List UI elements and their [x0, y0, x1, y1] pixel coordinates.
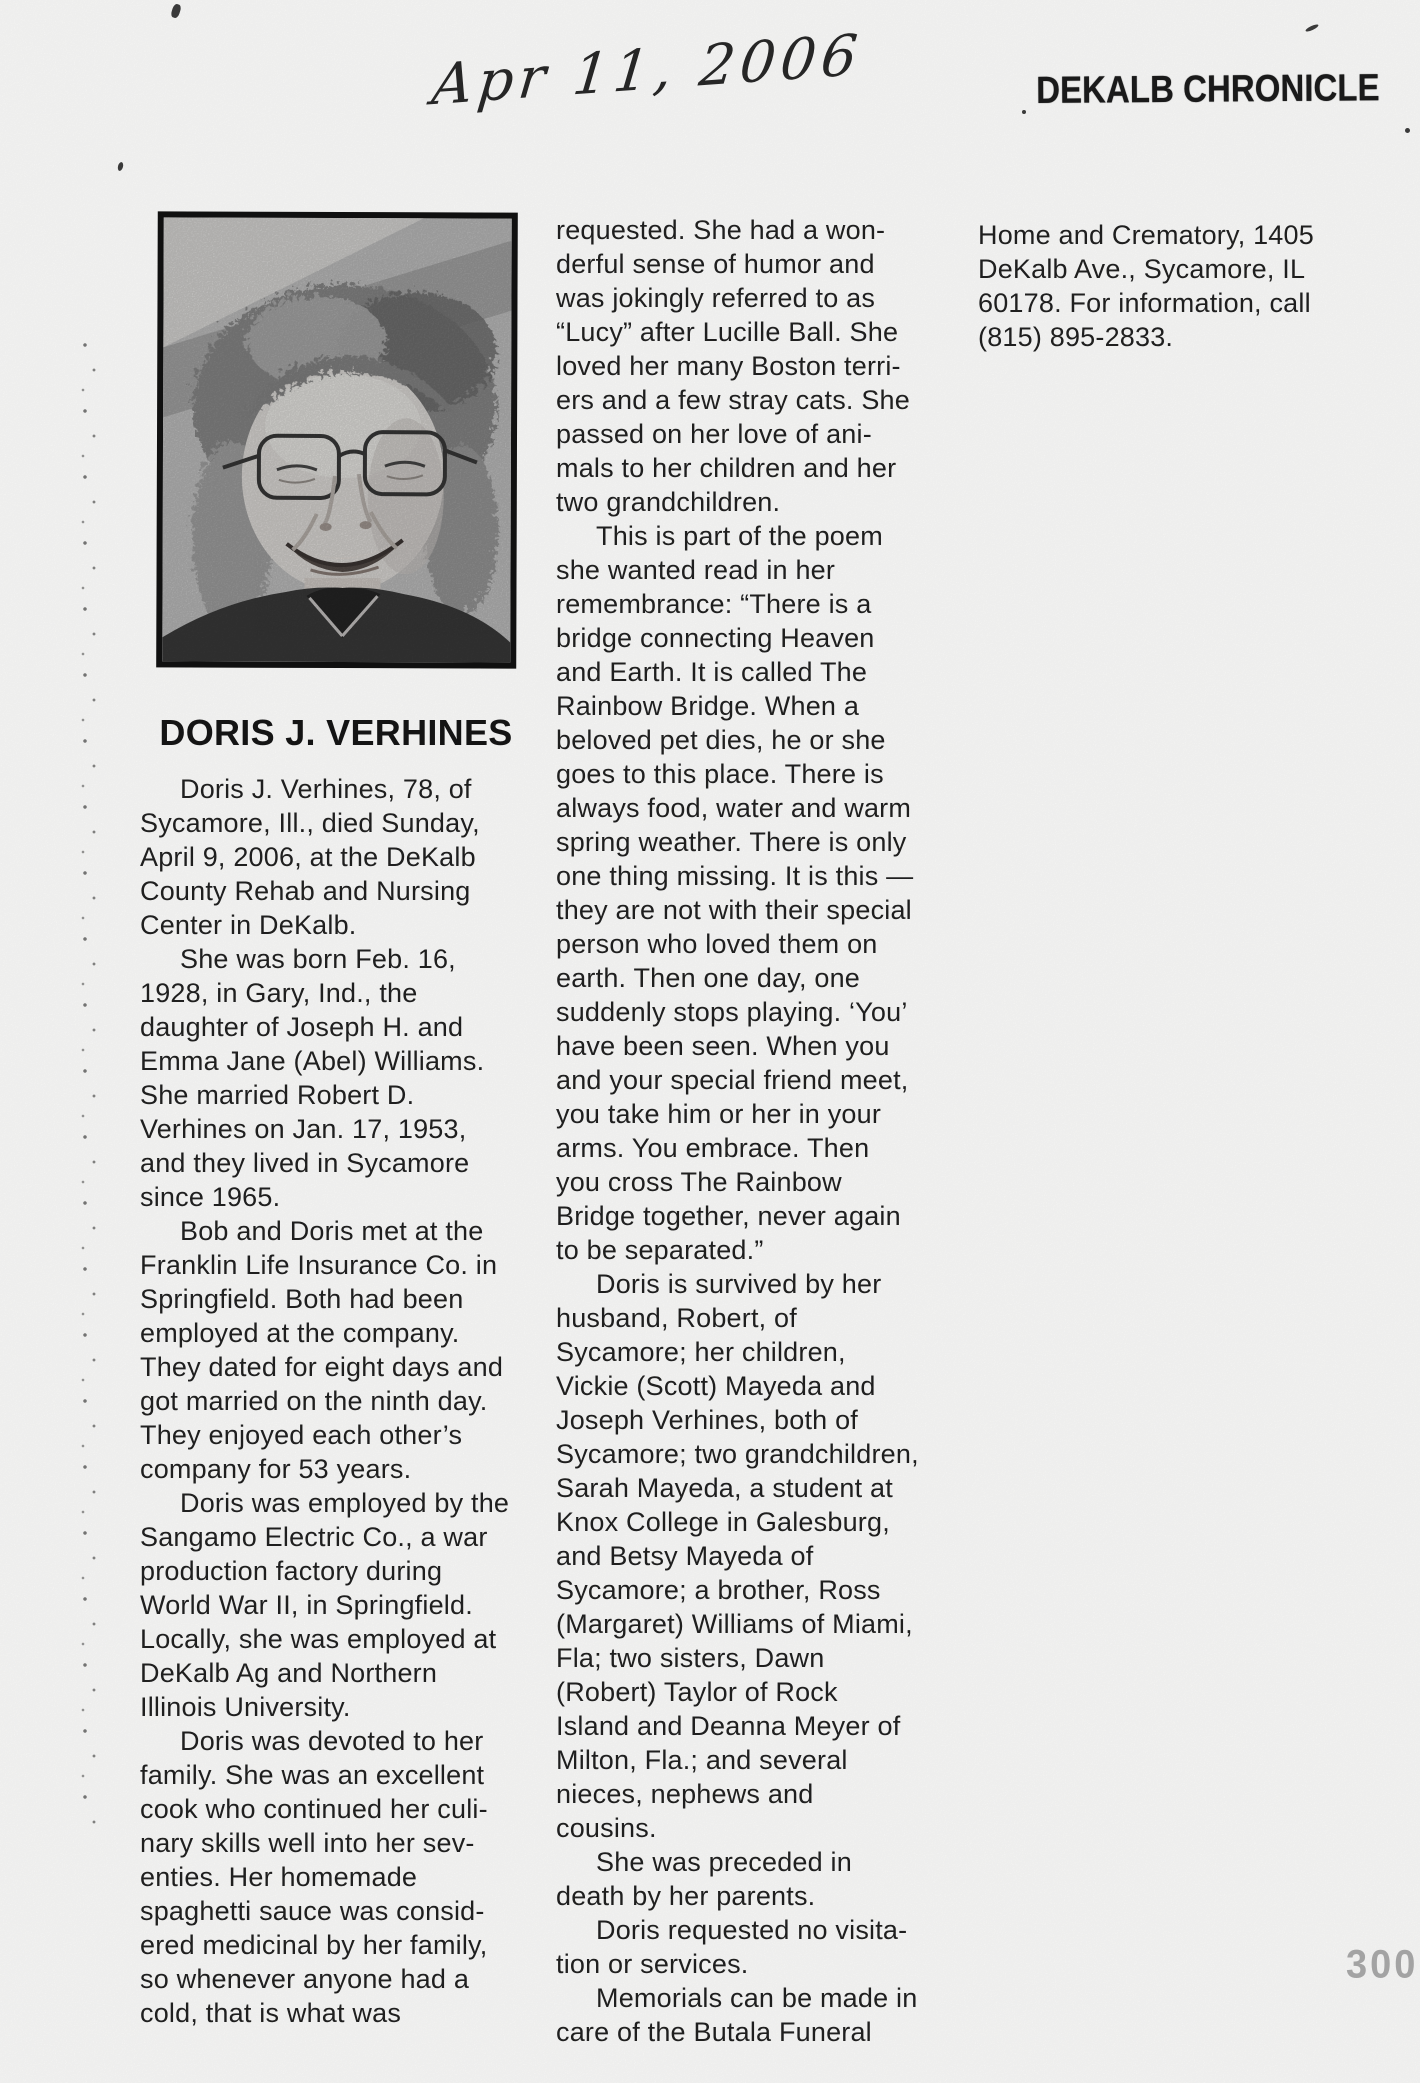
text-line: Sarah Mayeda, a student at [556, 1473, 893, 1503]
text-line: passed on her love of ani- [556, 419, 872, 449]
text-line: Center in DeKalb. [140, 910, 357, 940]
newspaper-stamp: DEKALB CHRONICLE [1036, 67, 1380, 112]
paragraph [556, 1845, 958, 1913]
text-line: She was born Feb. 16, [180, 944, 456, 974]
obituary-photo [156, 211, 518, 668]
scan-speck [1305, 23, 1319, 33]
scan-margin-marks [78, 336, 104, 1832]
text-line: got married on the ninth day. [140, 1386, 488, 1416]
text-line: and they lived in Sycamore [140, 1148, 470, 1178]
text-line: cold, that is what was [140, 1998, 402, 2028]
text-line: was jokingly referred to as [556, 283, 876, 313]
text-line: and your special friend meet, [556, 1065, 909, 1095]
text-line: “Lucy” after Lucille Ball. She [556, 317, 899, 347]
text-line: Fla; two sisters, Dawn [556, 1643, 825, 1673]
text-line: Emma Jane (Abel) Williams. [140, 1046, 485, 1076]
text-line: nieces, nephews and [556, 1779, 814, 1809]
text-line: care of the Butala Funeral [556, 2017, 872, 2047]
text-line: beloved pet dies, he or she [556, 725, 886, 755]
text-line: production factory during [140, 1556, 443, 1586]
text-line: Memorials can be made in [596, 1983, 918, 2013]
text-line: Sycamore; two grandchildren, [556, 1439, 919, 1469]
text-line: Doris was employed by the [180, 1488, 510, 1518]
text-line: employed at the company. [140, 1318, 460, 1348]
text-line: World War II, in Springfield. [140, 1590, 473, 1620]
text-line: County Rehab and Nursing [140, 876, 471, 906]
text-line: always food, water and warm [556, 793, 912, 823]
text-line: This is part of the poem [596, 521, 883, 551]
text-line: loved her many Boston terri- [556, 351, 901, 381]
text-line: Bridge together, never again [556, 1201, 901, 1231]
text-line: remembrance: “There is a [556, 589, 872, 619]
text-line: Home and Crematory, 1405 [978, 220, 1314, 250]
text-line: suddenly stops playing. ‘You’ [556, 997, 908, 1027]
text-line: (815) 895-2833. [978, 322, 1174, 352]
text-line: (Margaret) Williams of Miami, [556, 1609, 913, 1639]
obituary-headline: DORIS J. VERHINES [159, 712, 513, 753]
text-line: Milton, Fla.; and several [556, 1745, 848, 1775]
text-line: she wanted read in her [556, 555, 836, 585]
page-number: 300 [1346, 1943, 1419, 1987]
obituary-column-right [978, 218, 1368, 354]
text-line: Sycamore; her children, [556, 1337, 846, 1367]
text-line: Rainbow Bridge. When a [556, 691, 860, 721]
handwritten-date: Apr 11, 2006 [429, 22, 866, 119]
text-line: tion or services. [556, 1949, 749, 1979]
text-line: ers and a few stray cats. She [556, 385, 910, 415]
text-line: have been seen. When you [556, 1031, 890, 1061]
text-line: earth. Then one day, one [556, 963, 861, 993]
text-line: Illinois University. [140, 1692, 351, 1722]
paragraph [556, 213, 958, 519]
paragraph [140, 1214, 542, 1486]
text-line: Verhines on Jan. 17, 1953, [140, 1114, 467, 1144]
text-line: spaghetti sauce was consid- [140, 1896, 485, 1926]
text-line: so whenever anyone had a [140, 1964, 470, 1994]
obituary-column-left [140, 772, 542, 2030]
text-line: daughter of Joseph H. and [140, 1012, 464, 1042]
paragraph [556, 1981, 958, 2049]
text-line: mals to her children and her [556, 453, 897, 483]
text-line: She was preceded in [596, 1847, 852, 1877]
text-line: company for 53 years. [140, 1454, 412, 1484]
paragraph [140, 772, 542, 942]
text-line: Sycamore; a brother, Ross [556, 1575, 881, 1605]
text-line: DeKalb Ag and Northern [140, 1658, 438, 1688]
text-line: cook who continued her culi- [140, 1794, 488, 1824]
paragraph [140, 1724, 542, 2030]
text-line: and Betsy Mayeda of [556, 1541, 814, 1571]
text-line: ered medicinal by her family, [140, 1930, 488, 1960]
text-line: two grandchildren. [556, 487, 781, 517]
text-line: bridge connecting Heaven [556, 623, 875, 653]
text-line: nary skills well into her sev- [140, 1828, 475, 1858]
text-line: 1928, in Gary, Ind., the [140, 978, 418, 1008]
text-line: They dated for eight days and [140, 1352, 504, 1382]
paragraph [140, 942, 542, 1214]
text-line: Bob and Doris met at the [180, 1216, 484, 1246]
text-line: Joseph Verhines, both of [556, 1405, 859, 1435]
text-line: Springfield. Both had been [140, 1284, 464, 1314]
text-line: Doris is survived by her [596, 1269, 882, 1299]
text-line: Doris was devoted to her [180, 1726, 484, 1756]
obituary-column-middle [556, 213, 958, 2049]
text-line: Vickie (Scott) Mayeda and [556, 1371, 876, 1401]
text-line: to be separated.” [556, 1235, 764, 1265]
text-line: Doris requested no visita- [596, 1915, 908, 1945]
scan-speck [170, 3, 182, 19]
paragraph [978, 218, 1368, 354]
text-line: one thing missing. It is this — [556, 861, 914, 891]
paragraph [556, 1913, 958, 1981]
text-line: family. She was an excellent [140, 1760, 485, 1790]
text-line: you take him or her in your [556, 1099, 882, 1129]
text-line: Island and Deanna Meyer of [556, 1711, 901, 1741]
text-line: and Earth. It is called The [556, 657, 868, 687]
text-line: since 1965. [140, 1182, 281, 1212]
text-line: goes to this place. There is [556, 759, 884, 789]
text-line: person who loved them on [556, 929, 878, 959]
text-line: (Robert) Taylor of Rock [556, 1677, 838, 1707]
text-line: 60178. For information, call [978, 288, 1311, 318]
text-line: Sangamo Electric Co., a war [140, 1522, 488, 1552]
text-line: Sycamore, Ill., died Sunday, [140, 808, 480, 838]
text-line: spring weather. There is only [556, 827, 907, 857]
text-line: DeKalb Ave., Sycamore, IL [978, 254, 1306, 284]
text-line: They enjoyed each other’s [140, 1420, 463, 1450]
text-line: She married Robert D. [140, 1080, 415, 1110]
text-line: derful sense of humor and [556, 249, 875, 279]
text-line: requested. She had a won- [556, 215, 886, 245]
text-line: Knox College in Galesburg, [556, 1507, 890, 1537]
paragraph [140, 1486, 542, 1724]
scan-speck [1022, 110, 1026, 114]
scan-speck [117, 162, 124, 172]
text-line: death by her parents. [556, 1881, 816, 1911]
paragraph [556, 1267, 958, 1845]
text-line: they are not with their special [556, 895, 912, 925]
text-line: husband, Robert, of [556, 1303, 797, 1333]
text-line: enties. Her homemade [140, 1862, 418, 1892]
portrait-photo-image [162, 217, 512, 662]
text-line: Locally, she was employed at [140, 1624, 497, 1654]
text-line: April 9, 2006, at the DeKalb [140, 842, 476, 872]
scan-speck [1405, 128, 1410, 133]
text-line: Doris J. Verhines, 78, of [180, 774, 472, 804]
text-line: you cross The Rainbow [556, 1167, 842, 1197]
text-line: arms. You embrace. Then [556, 1133, 870, 1163]
text-line: Franklin Life Insurance Co. in [140, 1250, 498, 1280]
paragraph [556, 519, 958, 1267]
text-line: cousins. [556, 1813, 657, 1843]
